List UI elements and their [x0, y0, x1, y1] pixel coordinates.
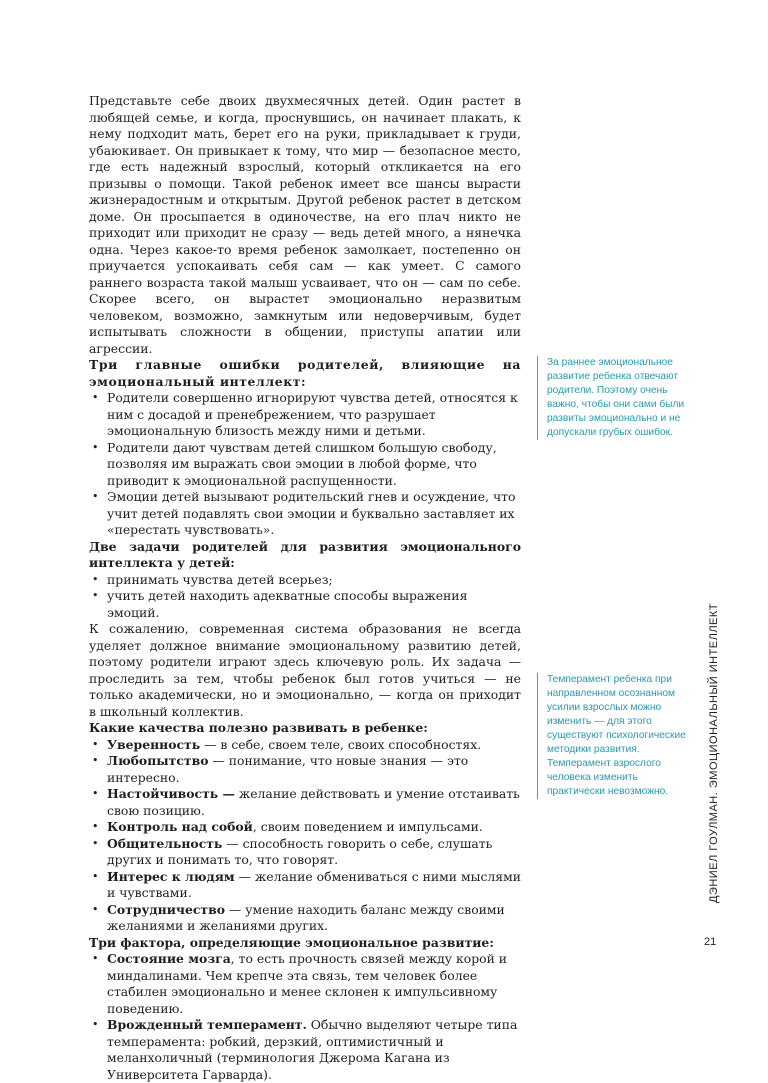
intro-paragraph: Представьте себе двоих двухмесячных детей. Один растет в любящей семье, и когда, проснувшись, он начинает плакать, к нему подходит мать, берет его на руки, прикладывает к груди, убаюкивает. Он привыкает к тому, что мир — безопасное место, где есть надежный взрослый, который откликается на его призывы о помощи. Такой ребенок имеет все шансы вырасти жизнерадостным и открытым. Другой ребенок растет в детском доме. Он просыпается в одиночестве, на его плач никто не приходит или приходит не сразу — ведь детей много, а нянечка одна. Через какое-то время ребенок замолкает, постепенно он приучается успокаивать себя сам — как умеет. С самого раннего возраста такой малыш усваивает, что он — сам по себе. Скорее всего, он вырастет эмоционально неразвитым человеком, возможно, замкнутым или недоверчивым, будет испытывать сложности в общении, приступы апатии или агрессии. — [89, 93, 521, 356]
list-item: • Родители совершенно игнорируют чувства детей, относятся к ним с досадой и пренебрежением, что разрушает эмоциональную близость между ними и детьми. — [89, 390, 521, 440]
factors-heading: Три фактора, определяющие эмоциональное развитие: — [89, 934, 494, 950]
quality-term: Уверенность — [107, 736, 201, 752]
tasks-heading: Две задачи родителей для развития эмоционального интеллекта у детей: — [89, 538, 521, 570]
quality-text: — способность говорить о себе, слушать других и понимать то, что говорят. — [107, 835, 493, 867]
education-paragraph: К сожалению, современная система образования не всегда уделяет должное внимание эмоциональному развитию детей, поэтому родители играют здесь ключевую роль. Их задача — проследить за тем, чтобы ребенок был готов учиться — не только академически, но и эмоционально, — когда он приходит в школьный коллектив. — [89, 621, 521, 719]
list-item: • Родители дают чувствам детей слишком большую свободу, позволяя им выражать свои эмоции в любой форме, что приводит к эмоциональной распущенности. — [89, 440, 521, 490]
qualities-list — [89, 737, 521, 935]
quality-term: Интерес к людям — [107, 868, 235, 884]
quality-text: — умение находить баланс между своими желаниями и желаниями других. — [107, 901, 505, 933]
quality-text: — понимание, что новые знания — это интересно. — [107, 753, 469, 785]
list-item — [89, 951, 521, 1017]
running-title: ДЭНИЕЛ ГОУЛМАН. ЭМОЦИОНАЛЬНЫЙ ИНТЕЛЛЕКТ — [708, 602, 720, 903]
tasks-list — [89, 572, 521, 622]
qualities-heading: Какие качества полезно развивать в ребенке: — [89, 720, 428, 735]
list-item — [89, 819, 521, 836]
mistakes-list — [89, 390, 521, 539]
quality-text: — желание обмениваться с ними мыслями и чувствами. — [107, 868, 521, 900]
sidenote-temperament: Темперамент ребенка при направленном осознанном усилии взрослых можно изменить — для этого существуют психологические методики развития. Темперамент взрослого человека изменить практически невозможно. — [537, 673, 692, 799]
quality-text: , своим поведением и импульсами. — [252, 819, 483, 834]
quality-text: — в себе, своем теле, своих способностях. — [200, 736, 482, 752]
list-item — [89, 1017, 521, 1083]
quality-term: Сотрудничество — [107, 901, 225, 917]
list-item: • Эмоции детей вызывают родительский гнев и осуждение, что учит детей подавлять свои эмоции и буквально заставляет их «перестать чувствовать». — [89, 489, 521, 539]
main-text-column — [89, 93, 521, 1083]
factor-term: Состояние мозга — [107, 951, 231, 966]
quality-term: Контроль над собой — [107, 819, 253, 834]
quality-term: Любопытство — [107, 753, 209, 768]
quality-text: желание действовать и умение отстаивать свою позицию. — [107, 786, 520, 818]
factor-text: Обычно выделяют четыре типа темперамента: робкий, дерзкий, оптимистичный и меланхоличный (терминология Джерома Кагана из Университета Гарварда). — [107, 1017, 518, 1082]
page-number: 21 — [704, 936, 717, 948]
list-item — [89, 869, 521, 902]
factor-term: Врожденный темперамент. — [107, 1017, 307, 1032]
quality-term: Настойчивость — — [107, 786, 235, 801]
list-item — [89, 753, 521, 786]
quality-term: Общительность — [107, 835, 223, 851]
sidenote-parents: За раннее эмоциональное развитие ребенка отвечают родители. Поэтому очень важно, чтобы они сами были развиты эмоционально и не допускали грубых ошибок. — [537, 356, 692, 440]
factors-list — [89, 951, 521, 1083]
list-item — [89, 902, 521, 935]
mistakes-heading: Три главные ошибки родителей, влияющие на эмоциональный интеллект: — [89, 357, 521, 389]
list-item — [89, 737, 521, 754]
factor-text: , то есть прочность связей между корой и миндалинами. Чем крепче эта связь, тем человек более стабилен эмоционально и менее склонен к импульсивному поведению. — [107, 951, 508, 1016]
list-item — [89, 786, 521, 819]
list-item — [89, 836, 521, 869]
list-item: • принимать чувства детей всерьез; — [89, 572, 521, 589]
list-item: • учить детей находить адекватные способы выражения эмоций. — [89, 588, 521, 621]
